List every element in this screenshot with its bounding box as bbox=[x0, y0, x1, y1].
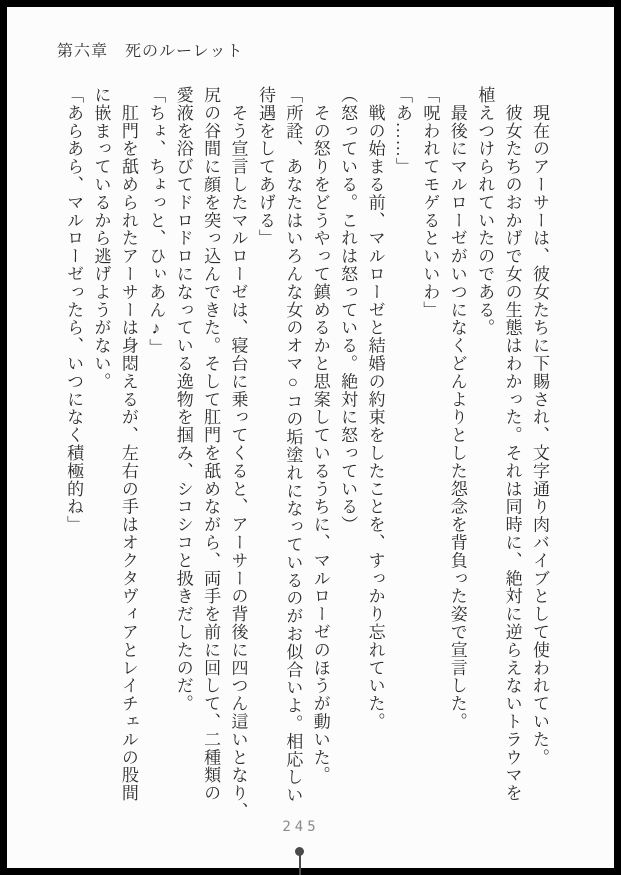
book-page bbox=[7, 7, 614, 868]
chapter-header: 第六章 死のルーレット bbox=[57, 43, 244, 60]
text-column: 彼女たちのおかげで女の生態はわかった。それは同時に、絶対に逆らえないトラウマを bbox=[502, 86, 522, 802]
text-column: 肛門を舐められたアーサーは身悶えるが、左右の手はオクタヴィアとレイチェルの股間 bbox=[118, 86, 138, 802]
page-number: 245 bbox=[282, 819, 320, 835]
text-column: 「あらあら、マルローゼったら、いつになく積極的ね」 bbox=[64, 86, 84, 534]
marker-stem bbox=[299, 854, 301, 875]
text-column: （怒っている。これは怒っている。絶対に怒っている） bbox=[338, 86, 358, 534]
text-column: に嵌まっているから逃げようがない。 bbox=[91, 86, 111, 391]
text-column: 「呪われてモゲるといいわ」 bbox=[420, 86, 440, 319]
text-column: 植えつけられていたのである。 bbox=[475, 86, 495, 337]
marker-dot-icon bbox=[295, 847, 304, 856]
text-column: 「ちょ、ちょっと、ひぃあん♪」 bbox=[146, 86, 166, 357]
text-column: 最後にマルローゼがいつになくどんよりとした怨念を背負った姿で宣言した。 bbox=[447, 86, 467, 731]
text-column: その怒りをどうやって鎮めるかと思案しているうちに、マルローゼのほうが動いた。 bbox=[310, 86, 330, 785]
text-column: 待遇をしてあげる」 bbox=[255, 86, 275, 248]
text-column: 戦の始まる前、マルローゼと結婚の約束をしたことを、すっかり忘れていた。 bbox=[365, 86, 385, 731]
text-column: 尻の谷間に顔を突っ込んできた。そして肛門を舐めながら、両手を前に回して、二種類の bbox=[201, 86, 221, 802]
text-column: 「所詮、あなたはいろんな女のオマ○コの垢塗れになっているのがお似合いよ。相応しい bbox=[283, 86, 303, 804]
text-column: 愛液を浴びてドロドロになっている逸物を掴み、シコシコと扱きだしたのだ。 bbox=[173, 86, 193, 713]
text-column: そう宣言したマルローゼは、寝台に乗ってくると、アーサーの背後に四つん這いとなり、 bbox=[228, 86, 248, 820]
text-column: 現在のアーサーは、彼女たちに下賜され、文字通り肉バイブとして使われていた。 bbox=[530, 86, 549, 767]
page-text bbox=[60, 86, 553, 828]
text-column: 「あ……」 bbox=[392, 86, 412, 176]
